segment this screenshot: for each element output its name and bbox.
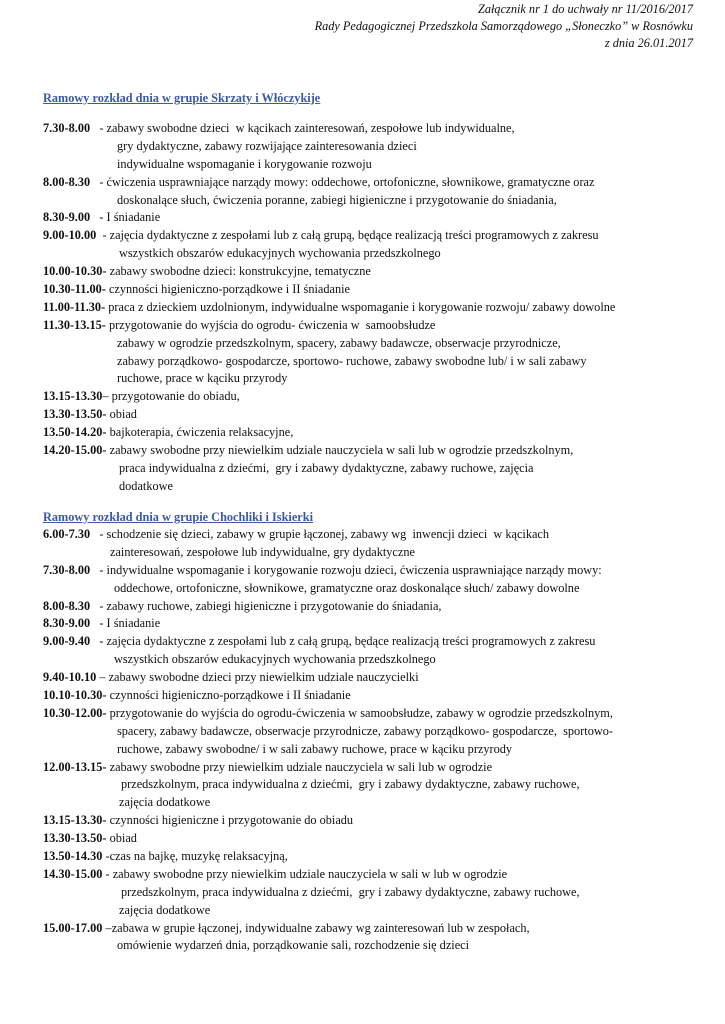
activity-text: zabawy swobodne dzieci przy niewielkim udziale nauczycielki — [108, 670, 419, 685]
activity-text: ćwiczenia usprawniające narządy mowy: oddechowe, ortofoniczne, słownikowe, gramatyczne oraz — [106, 174, 595, 189]
activity-text: oddechowe, ortofoniczne, słownikowe, gramatyczne oraz doskonalące słuch/ zabawy dowolne — [114, 580, 580, 595]
activity-text: praca indywidualna z dziećmi, gry i zabawy dydaktyczne, zabawy ruchowe, zajęcia — [119, 460, 534, 475]
document-header — [315, 1, 693, 53]
schedule-line — [43, 227, 695, 245]
activity-text: doskonalące słuch, ćwiczenia poranne, zabiegi higieniczne i przygotowanie do śniadania, — [117, 192, 557, 207]
activity-text: zabawy swobodne dzieci: konstrukcyjne, tematyczne — [109, 264, 371, 279]
time-range: 13.15-13.30- — [43, 813, 107, 828]
schedule-line — [43, 174, 695, 192]
schedule-line — [43, 562, 695, 580]
activity-text: praca z dzieckiem uzdolnionym, indywidualne wspomaganie i korygowanie rozwoju/ zabawy dowolne — [108, 299, 616, 314]
activity-text: dodatkowe — [119, 478, 173, 493]
activity-text: I śniadanie — [106, 616, 161, 631]
time-range: 6.00-7.30 — [43, 527, 91, 541]
activity-text: zabawa w grupie łączonej, indywidualne zabawy wg zainteresowań lub w zespołach, — [111, 920, 530, 935]
schedule-line — [43, 937, 695, 955]
schedule-line — [43, 388, 695, 406]
schedule-line — [43, 651, 695, 669]
schedule-line — [43, 424, 695, 442]
schedule-line — [43, 370, 695, 388]
time-range: 15.00-17.00 — [43, 920, 103, 935]
section-1-title: Ramowy rozkład dnia w grupie Skrzaty i Włóczykije — [43, 91, 321, 105]
schedule-line — [43, 299, 695, 317]
time-range: 10.10-10.30- — [43, 688, 107, 703]
time-range: 12.00-13.15- — [43, 759, 107, 774]
activity-text: bajkoterapia, ćwiczenia relaksacyjne, — [109, 425, 294, 440]
activity-text: przygotowanie do wyjścia do ogrodu-ćwiczenia w samoobsłudze, zabawy w ogrodzie przedszkolnym, — [109, 705, 613, 720]
activity-text: przedszkolnym, praca indywidualna z dziećmi, gry i zabawy dydaktyczne, zabawy ruchowe, — [121, 777, 580, 792]
activity-text: przygotowanie do obiadu, — [111, 389, 240, 404]
schedule-line — [43, 741, 695, 759]
activity-text: czynności higieniczno-porządkowe i II śniadanie — [109, 688, 351, 703]
time-range: 13.50-14.20- — [43, 425, 107, 440]
activity-text: spacery, zabawy badawcze, obserwacje przyrodnicze, zabawy porządkowo- gospodarcze, sportowo- — [117, 723, 613, 738]
separator: - — [90, 634, 107, 649]
schedule-line — [43, 281, 695, 299]
activity-text: obiad — [109, 831, 137, 846]
activity-text: indywidualne wspomaganie i korygowanie rozwoju dzieci, ćwiczenia usprawniające narządy mowy: — [106, 562, 602, 577]
activity-text: schodzenie się dzieci, zabawy w grupie łączonej, zabawy wg inwencji dzieci w kącikach — [106, 527, 550, 541]
header-line-1: Załącznik nr 1 do uchwały nr 11/2016/2017 — [478, 2, 693, 16]
activity-text: ruchowe, prace w kąciku przyrody — [117, 371, 288, 386]
activity-text: czas na bajkę, muzykę relaksacyjną, — [109, 849, 288, 864]
schedule-line — [43, 478, 695, 496]
activity-text: zajęcia dydaktyczne z zespołami lub z całą grupą, będące realizacją treści programowych z zakresu — [109, 228, 599, 243]
schedule-line — [43, 884, 695, 902]
schedule-line — [43, 245, 695, 263]
time-range: 10.30-12.00- — [43, 705, 107, 720]
separator: - — [96, 228, 110, 243]
time-range: 8.30-9.00 — [43, 616, 91, 631]
schedule-line — [43, 335, 695, 353]
separator: – — [102, 920, 112, 935]
time-range: 8.00-8.30 — [43, 174, 91, 189]
separator: - — [90, 210, 107, 225]
time-range: 13.50-14.30 — [43, 849, 103, 864]
schedule-line — [43, 723, 695, 741]
activity-text: czynności higieniczno-porządkowe i II śniadanie — [108, 282, 350, 297]
schedule-line — [43, 902, 695, 920]
separator: - — [90, 174, 107, 189]
time-range: 9.40-10.10 — [43, 670, 97, 685]
activity-text: zajęcia dydaktyczne z zespołami lub z całą grupą, będące realizacją treści programowych z zakresu — [106, 634, 596, 649]
time-range: 13.30-13.50- — [43, 831, 107, 846]
activity-text: przygotowanie do wyjścia do ogrodu- ćwiczenia w samoobsłudze — [108, 317, 436, 332]
activity-text: indywidualne wspomaganie i korygowanie rozwoju — [117, 156, 372, 171]
activity-text: I śniadanie — [106, 210, 161, 225]
activity-text: omówienie wydarzeń dnia, porządkowanie sali, rozchodzenie się dzieci — [117, 938, 470, 953]
schedule-line — [43, 544, 695, 562]
time-range: 7.30-8.00 — [43, 121, 91, 135]
separator: – — [102, 389, 112, 404]
activity-text: zabawy swobodne dzieci w kącikach zainteresowań, zespołowe lub indywidualne, — [106, 121, 515, 135]
schedule-line — [43, 615, 695, 633]
schedule-line — [43, 442, 695, 460]
time-range: 8.00-8.30 — [43, 598, 91, 613]
activity-text: zabawy swobodne przy niewielkim udziale nauczyciela w sali lub w ogrodzie przedszkolnym, — [109, 443, 574, 458]
time-range: 9.00-10.00 — [43, 228, 97, 243]
time-range: 9.00-9.40 — [43, 634, 91, 649]
separator: - — [90, 527, 107, 541]
activity-text: zabawy swobodne przy niewielkim udziale nauczyciela w sali lub w ogrodzie — [109, 759, 493, 774]
activity-text: zajęcia dodatkowe — [119, 902, 211, 917]
schedule-line — [43, 138, 695, 156]
separator: - — [102, 849, 110, 864]
section-1-schedule — [43, 120, 695, 496]
separator: - — [90, 616, 107, 631]
schedule-line — [43, 120, 695, 138]
activity-text: czynności higieniczne i przygotowanie do obiadu — [109, 813, 354, 828]
schedule-line — [43, 830, 695, 848]
schedule-line — [43, 580, 695, 598]
separator: - — [90, 562, 107, 577]
time-range: 7.30-8.00 — [43, 562, 91, 577]
time-range: 13.30-13.50- — [43, 407, 107, 422]
schedule-line — [43, 920, 695, 938]
schedule-line — [43, 812, 695, 830]
schedule-line — [43, 687, 695, 705]
time-range: 11.30-13.15- — [43, 317, 106, 332]
separator: - — [102, 866, 113, 881]
schedule-line — [43, 759, 695, 777]
separator: - — [90, 598, 107, 613]
schedule-line — [43, 317, 695, 335]
activity-text: zainteresowań, zespołowe lub indywidualne, gry dydaktyczne — [110, 544, 415, 559]
activity-text: zabawy ruchowe, zabiegi higieniczne i przygotowanie do śniadania, — [106, 598, 442, 613]
time-range: 10.00-10.30- — [43, 264, 107, 279]
schedule-line — [43, 866, 695, 884]
schedule-line — [43, 353, 695, 371]
separator: - — [90, 121, 107, 135]
activity-text: wszystkich obszarów edukacyjnych wychowania przedszkolnego — [114, 652, 436, 667]
schedule-line — [43, 669, 695, 687]
schedule-line — [43, 776, 695, 794]
activity-text: ruchowe, zabawy swobodne/ i w sali zabawy ruchowe, prace w kąciku przyrody — [117, 741, 513, 756]
header-line-2: Rady Pedagogicznej Przedszkola Samorządowego „Słoneczko” w Rosnówku — [314, 19, 693, 34]
schedule-line — [43, 406, 695, 424]
section-2-title: Ramowy rozkład dnia w grupie Chochliki i Iskierki — [43, 510, 314, 524]
time-range: 13.15-13.30 — [43, 389, 103, 404]
activity-text: zabawy swobodne przy niewielkim udziale nauczyciela w sali w lub w ogrodzie — [112, 866, 508, 881]
activity-text: przedszkolnym, praca indywidualna z dziećmi, gry i zabawy dydaktyczne, zabawy ruchowe, — [121, 884, 580, 899]
schedule-line — [43, 794, 695, 812]
time-range: 10.30-11.00- — [43, 282, 106, 297]
activity-text: gry dydaktyczne, zabawy rozwijające zainteresowania dzieci — [117, 138, 417, 153]
separator: – — [96, 670, 109, 685]
header-line-3: z dnia 26.01.2017 — [604, 36, 693, 51]
schedule-line — [43, 705, 695, 723]
time-range: 14.30-15.00 — [43, 866, 103, 881]
time-range: 8.30-9.00 — [43, 210, 91, 225]
schedule-line — [43, 192, 695, 210]
schedule-line — [43, 633, 695, 651]
time-range: 14.20-15.00- — [43, 443, 107, 458]
activity-text: zabawy w ogrodzie przedszkolnym, spacery, zabawy badawcze, obserwacje przyrodnicze, — [117, 335, 561, 350]
schedule-line — [43, 156, 695, 174]
activity-text: wszystkich obszarów edukacyjnych wychowania przedszkolnego — [119, 246, 441, 261]
schedule-line — [43, 209, 695, 227]
schedule-line — [43, 848, 695, 866]
schedule-line — [43, 598, 695, 616]
activity-text: obiad — [109, 407, 137, 422]
section-2-schedule — [43, 526, 695, 955]
activity-text: zajęcia dodatkowe — [119, 795, 211, 810]
time-range: 11.00-11.30- — [43, 299, 106, 314]
schedule-line — [43, 460, 695, 478]
activity-text: zabawy porządkowo- gospodarcze, sportowo- ruchowe, zabawy swobodne lub/ i w sali zabawy — [117, 353, 587, 368]
schedule-line — [43, 526, 695, 544]
schedule-line — [43, 263, 695, 281]
